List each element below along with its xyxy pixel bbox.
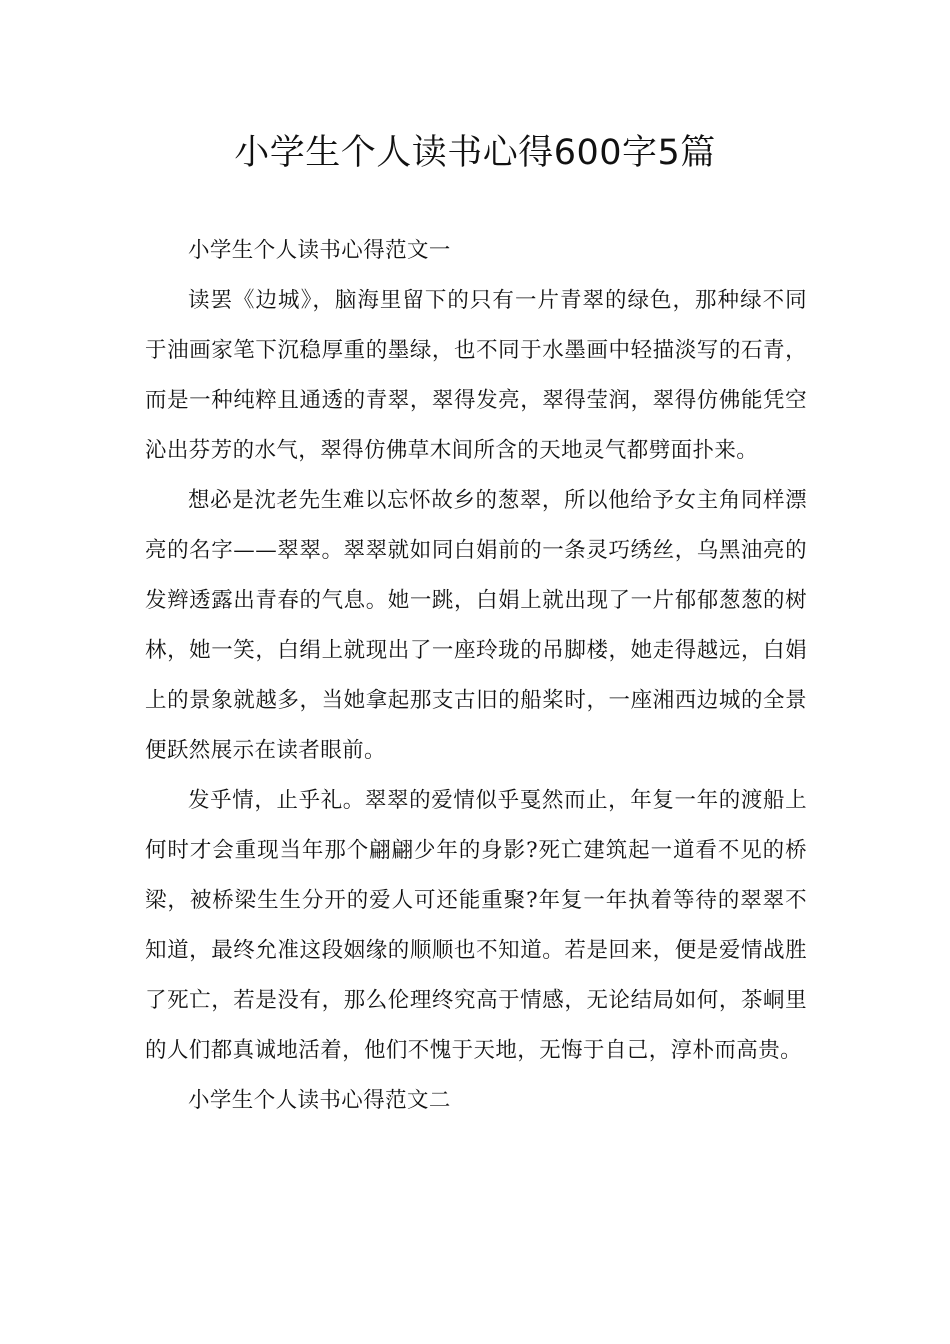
body-paragraph-3: 发乎情，止乎礼。翠翠的爱情似乎戛然而止，年复一年的渡船上何时才会重现当年那个翩翩少年的身影?死亡建筑起一道看不见的桥梁，被桥梁生生分开的爱人可还能重聚?年复一年执着等待的翠翠不知道，最终允准这段姻缘的顺顺也不知道。若是回来，便是爱情战胜了死亡，若是没有，那么伦理终究高于情感，无论结局如何，茶峒里的人们都真诚地活着，他们不愧于天地，无悔于自己，淳朴而高贵。 <box>145 788 807 1063</box>
body-paragraph-1: 读罢《边城》，脑海里留下的只有一片青翠的绿色，那种绿不同于油画家笔下沉稳厚重的墨绿，也不同于水墨画中轻描淡写的石青，而是一种纯粹且通透的青翠，翠得发亮，翠得莹润，翠得仿佛能凭空沁出芬芳的水气，翠得仿佛草木间所含的天地灵气都劈面扑来。 <box>145 288 807 463</box>
subheading-sample-two: 小学生个人读书心得范文二 <box>188 1088 451 1113</box>
document-body <box>145 226 807 1126</box>
subheading-sample-one: 小学生个人读书心得范文一 <box>188 238 451 263</box>
body-paragraph-2: 想必是沈老先生难以忘怀故乡的葱翠，所以他给予女主角同样漂亮的名字——翠翠。翠翠就如同白娟前的一条灵巧绣丝，乌黑油亮的发辫透露出青春的气息。她一跳，白娟上就出现了一片郁郁葱葱的树林，她一笑，白绢上就现出了一座玲珑的吊脚楼，她走得越远，白娟上的景象就越多，当她拿起那支古旧的船桨时，一座湘西边城的全景便跃然展示在读者眼前。 <box>145 488 807 763</box>
document-title: 小学生个人读书心得600字5篇 <box>234 133 716 173</box>
